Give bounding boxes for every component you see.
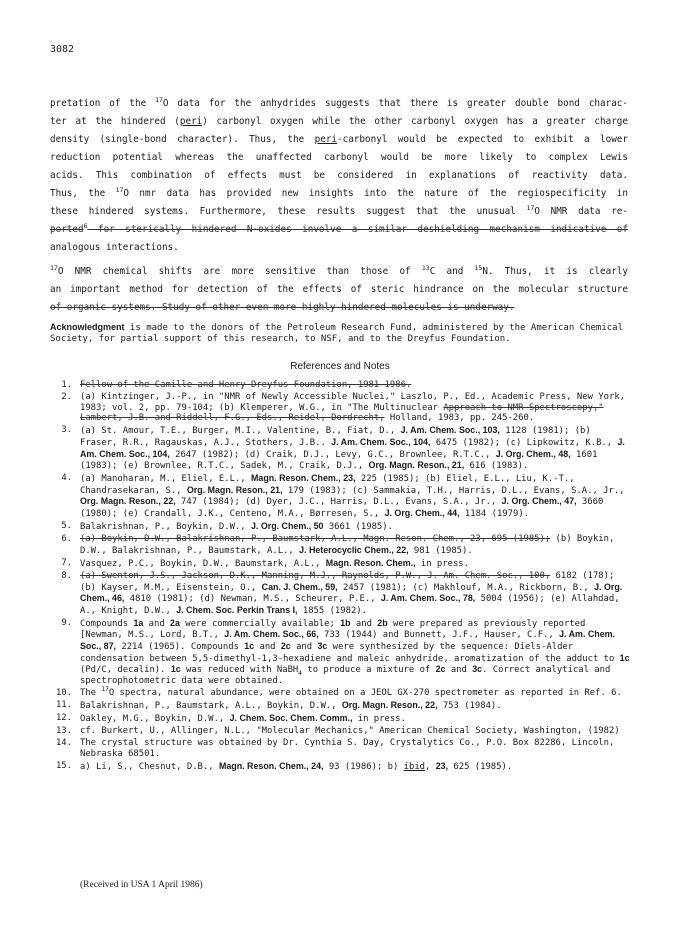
struck-text: Fellow of the Camille and Henry Dreyfus Foundation, 1981-1986. <box>80 380 412 390</box>
superscript: 13 <box>421 263 430 272</box>
text-run: 733 (1944) and Bunnett, J.F., Hauser, C.F., <box>318 630 560 641</box>
journal-citation: J. Org. Chem., 46, <box>80 581 623 604</box>
text-run: Balakrishnan, P., Baumstark, A.L., Boykin, D.W., <box>80 701 342 712</box>
text-run: N. Thus, it is clearly <box>482 266 628 277</box>
journal-citation: Org. Magn. Reson., 21, <box>368 460 465 471</box>
reference-number: 3. <box>61 425 72 436</box>
journal-citation: 2a <box>170 617 180 628</box>
reference-item <box>50 738 632 759</box>
reference-number: 2. <box>61 392 72 403</box>
text-line <box>50 299 628 317</box>
journal-citation: J. Am. Chem. Soc., 87, <box>80 629 616 652</box>
text-run: Thus, the <box>50 188 116 199</box>
reference-item <box>50 726 632 737</box>
reference-item <box>50 558 632 570</box>
text-run: 616 (1983). <box>464 461 529 472</box>
journal-citation: Magn. Reson. Chem., 24, <box>218 761 324 771</box>
superscript: 17 <box>155 95 163 104</box>
journal-citation: 23, <box>435 761 449 771</box>
reference-item <box>50 761 632 773</box>
reference-number: 9. <box>61 617 72 628</box>
reference-item <box>50 685 632 699</box>
journal-citation: 1c <box>170 664 181 675</box>
text-run: cf. Burkert, U., Allinger, N.L., "Molecular Mechanics," American Chemical Society, Washington, (1982) <box>80 726 620 737</box>
superscript: 17 <box>526 203 535 212</box>
journal-citation: 1c <box>619 652 630 663</box>
subscript: 4 <box>298 670 303 678</box>
text-run: O NMR data re- <box>534 206 628 217</box>
journal-citation: Org. Magn. Reson., 21, <box>186 484 283 495</box>
reference-number: 7. <box>61 557 72 568</box>
journal-citation: Can. J. Chem., 59, <box>261 581 338 592</box>
struck-text: (a) Swenton, J.S., Jackson, D.K., Manning, M.J., Raynolds, P.W., J. Am. Chem. Soc., 100, <box>80 571 551 581</box>
text-line <box>50 131 628 149</box>
journal-citation: J. Chem. Soc. Chem. Comm., <box>229 713 353 724</box>
reference-number: 13. <box>55 726 72 737</box>
journal-citation: 2c <box>435 664 446 675</box>
text-run: (a) Kintzinger, J.-P., in "NMR of Newly Accessible Nuclei," Laszlo, P., Ed., Academic Press, New York, 1983; vol. 2, pp. 79-104; (b) Klemperer, W.G., in "The Multinuclear <box>80 392 626 413</box>
journal-citation: Magn. Reson. Chem., <box>325 557 416 568</box>
text-run: 2457 (1981); (c) Makhlouf, M.A., Rickborn, B., <box>337 582 595 593</box>
text-run: was reduced with NaBH <box>180 665 299 676</box>
text-run: 2647 (1982); (d) Craik, D.J., Levy, G.C., Brownlee, R.T.C., <box>169 449 496 460</box>
journal-citation: J. Am. Chem. Soc., 103, <box>400 425 500 436</box>
text-line <box>50 185 628 203</box>
reference-number: 10. <box>55 687 72 698</box>
text-run: O data for the anhydrides suggests that there is greater double bond charac- <box>162 98 628 109</box>
reference-item <box>50 380 632 391</box>
superscript: 17 <box>50 263 58 272</box>
text-run: in press. <box>352 714 406 725</box>
text-run: and <box>143 618 171 629</box>
received-date: (Received in USA 1 April 1986) <box>80 880 203 890</box>
text-run: and <box>254 642 281 653</box>
journal-citation: J. Chem. Soc. Perkin Trans I, <box>176 604 298 615</box>
text-run: (a) Manoharan, M., Eliel, E.L., <box>80 474 251 485</box>
text-run: (Pd/C, decalin). <box>80 665 171 676</box>
text-run: O spectra, natural abundance, were obtained on a JEOL GX-270 spectrometer as reported in Ref. 6. <box>108 687 622 698</box>
superscript: 17 <box>101 685 109 693</box>
text-run: these hindered systems. Furthermore, these results suggest that the unusual <box>50 206 527 217</box>
text-line <box>50 203 628 221</box>
text-line <box>50 263 628 281</box>
struck-text: ported <box>50 224 84 235</box>
reference-item <box>50 700 632 712</box>
journal-citation: J. Am. Chem. Soc., 104, <box>80 436 625 459</box>
text-run: pretation of the <box>50 98 156 109</box>
struck-text: (a) Boykin, D.W., Balakrishnan, P., Baumstark, A.L., Magn. Reson. Chem., 23, 695 (1985); <box>80 534 551 545</box>
text-run: 1128 (1981); (b) Fraser, R.R., Ragauskas, A.J., Stothers, J.B.. <box>80 426 591 448</box>
reference-item <box>50 392 632 424</box>
text-run: acids. This combination of effects must be considered in explanations of reactivity data. <box>50 170 628 181</box>
text-run: were prepared as previously reported [Newman, M.S., Lord, B.T., <box>80 618 586 641</box>
text-line <box>50 149 628 167</box>
underlined-term: peri <box>179 116 203 127</box>
reference-item <box>50 473 632 519</box>
text-run: and <box>445 665 473 676</box>
text-run: 981 (1985). <box>408 545 473 556</box>
reference-item <box>50 534 632 556</box>
text-run: -carbonyl would be expected to exhibit a lower <box>337 134 628 145</box>
text-run: Holland, 1983, pp. 245-260. <box>384 413 535 424</box>
text-run: 1184 (1979). <box>459 509 530 520</box>
reference-number: 4. <box>61 473 72 484</box>
journal-citation: Magn. Reson. Chem., 23, <box>250 473 356 484</box>
text-line <box>50 221 628 239</box>
journal-citation: 3c <box>472 664 483 675</box>
text-run: 179 (1983); (c) Sammakia, T.H., Harris, D.L., Evans, S.A., Jr., <box>282 485 625 496</box>
superscript: 6 <box>83 221 88 230</box>
text-run: ) carbonyl oxygen while the other carbonyl oxygen has a greater charge <box>202 116 628 127</box>
text-run: 747 (1984); (d) Dyer, J.C., Harris, D.L., Evans, S.A., Jr., <box>175 497 502 508</box>
journal-citation: 1b <box>340 617 351 628</box>
text-run: ter at the hindered ( <box>50 116 180 127</box>
superscript: 15 <box>474 263 483 272</box>
reference-number: 11. <box>55 700 72 711</box>
text-run: C and <box>429 266 475 277</box>
reference-item <box>50 713 632 725</box>
text-run: Balakrishnan, P., Boykin, D.W., <box>80 522 251 533</box>
reference-number: 12. <box>55 713 72 724</box>
text-run: (a) St. Amour, T.E., Burger, M.I., Valentine, B., Fiat, D., <box>80 426 401 437</box>
reference-number: 5. <box>61 521 72 532</box>
reference-number: 8. <box>61 571 72 581</box>
text-run: in press. <box>415 558 469 569</box>
text-run: and <box>290 642 318 653</box>
text-run: density (single-bond character). Thus, the <box>50 134 315 145</box>
text-line <box>50 167 628 185</box>
text-run: 5004 (1956); (e) Allahdad, A., Knight, D.W., <box>80 594 620 616</box>
struck-text: of organic systems. Study of other even more highly hindered molecules is underway. <box>50 302 515 313</box>
acknowledgment-text: is made to the donors of the Petroleum Research Fund, administered by the American Chemical Society, for partial support of this research, to NSF, and to the Dreyfus Foundation. <box>50 323 624 344</box>
text-run: 1601 (1983); (e) Brownlee, R.T.C., Sadek, M., Craik, D.J., <box>80 449 598 472</box>
reference-item <box>50 571 632 616</box>
text-run: Compounds <box>80 618 134 629</box>
text-run: an important method for detection of the effects of steric hindrance on the molecular structure <box>50 284 628 295</box>
text-run: analogous interactions. <box>50 242 179 253</box>
journal-citation: Org. Magn. Reson., 22, <box>341 700 438 711</box>
journal-citation: J. Am. Chem. Soc., 104, <box>331 436 431 447</box>
text-run: O NMR chemical shifts are more sensitive than those of <box>57 266 422 277</box>
text-run: 625 (1985). <box>448 762 513 772</box>
struck-text: for sterically hindered N-oxides involve a similar deshielding mechanism indicative of <box>87 224 628 235</box>
text-run: 3661 (1985). <box>323 522 393 533</box>
references-list <box>50 380 632 774</box>
body-paragraph-1 <box>50 95 628 257</box>
reference-item <box>50 521 632 533</box>
struck-text: Approach to NMR Spectroscopy," Lambert, J.B. and Riddell, F.G., Eds., Reidel, Dordrecht, <box>80 402 604 424</box>
text-run: 1855 (1982). <box>297 605 367 616</box>
underlined-term: peri <box>314 134 338 145</box>
text-run: reduction potential whereas the unaffected carbonyl would be more likely to complex Lewis <box>50 152 628 163</box>
journal-citation: J. Org. Chem., 47, <box>501 496 577 507</box>
text-run: and <box>350 618 378 629</box>
reference-number: 15. <box>55 761 72 771</box>
text-line <box>50 281 628 299</box>
acknowledgment <box>50 322 628 345</box>
reference-number: 6. <box>61 534 72 545</box>
superscript: 17 <box>115 185 124 194</box>
text-line <box>50 239 628 257</box>
text-run: Vasquez, P.C., Boykin, D.W., Baumstark, A.L., <box>80 558 326 569</box>
text-run: 753 (1984). <box>437 701 502 712</box>
text-run: 3660 (1980); (e) Crandall, J.K., Centeno, M.A., Børresen, S., <box>80 497 604 520</box>
text-run: , <box>425 762 436 772</box>
journal-citation: 2b <box>377 617 388 628</box>
journal-citation: J. Am. Chem. Soc., 66, <box>224 629 319 640</box>
text-run: to produce a mixture of <box>302 665 436 676</box>
text-run: 225 (1985); (b) Eliel, E.L., Liu, K.-T., Chandrasekaran, S., <box>80 474 575 496</box>
text-line <box>50 113 628 131</box>
text-line <box>50 95 628 113</box>
text-run: 4810 (1981); (d) Newman, M.S., Scheurer, P.E., <box>124 594 381 605</box>
text-run: a) Li, S., Chesnut, D.B., <box>80 762 219 772</box>
journal-citation: J. Heterocyclic Chem., 22, <box>299 544 409 555</box>
text-run: 93 (1986); b) <box>323 762 404 772</box>
journal-citation: J. Am. Chem. Soc., 78, <box>380 593 476 604</box>
text-run: The <box>80 687 102 698</box>
journal-citation: J. Org. Chem., 48, <box>495 448 571 459</box>
page-number: 3082 <box>50 44 75 55</box>
text-run: 2214 (1965). Compounds <box>116 642 245 653</box>
reference-number: 14. <box>55 738 72 749</box>
body-paragraph-2 <box>50 263 628 317</box>
reference-item <box>50 425 632 471</box>
journal-citation: 3c <box>317 641 328 652</box>
text-run: (b) Boykin, D.W., Balakrishnan, P., Baumstark, A.L., <box>80 534 615 556</box>
journal-citation: 1a <box>133 617 144 628</box>
journal-citation: 2c <box>280 641 291 652</box>
text-run: were commercially available; <box>179 618 341 629</box>
text-run: O nmr data has provided new insights into the nature of the regiospecificity in <box>123 188 628 199</box>
reference-number: 1. <box>61 380 72 390</box>
text-run: . Correct analytical and spectrophotometric data were obtained. <box>80 665 611 686</box>
acknowledgment-label: Acknowledgment <box>50 322 125 332</box>
reference-item <box>50 618 632 687</box>
text-run: were synthesized by the sequence: Diels-Alder condensation between 5,5-dimethyl-1,3-hexadiene and maleic anhydride, aromatization of the adduct to <box>80 642 620 664</box>
journal-citation: J. Org. Chem., 44, <box>384 508 460 519</box>
text-run: 6475 (1982); (c) Lipkowitz, K.B., <box>430 437 618 448</box>
text-run: Oakley, M.G., Boykin, D.W., <box>80 714 230 725</box>
journal-citation: J. Org. Chem., 50 <box>250 521 324 532</box>
text-run: The crystal structure was obtained by Dr. Cynthia S. Day, Crystalytics Co., P.O. Box 82286, Lincoln, Nebraska 68501. <box>80 738 615 759</box>
text-run: 6182 (178); (b) Kayser, M.M., Eisenstein, O., <box>80 571 615 593</box>
journal-citation: 1c <box>244 641 255 652</box>
journal-citation: Org. Magn. Reson., 22, <box>80 496 176 507</box>
underlined-term: ibid <box>403 762 426 772</box>
references-heading: References and Notes <box>290 361 390 372</box>
